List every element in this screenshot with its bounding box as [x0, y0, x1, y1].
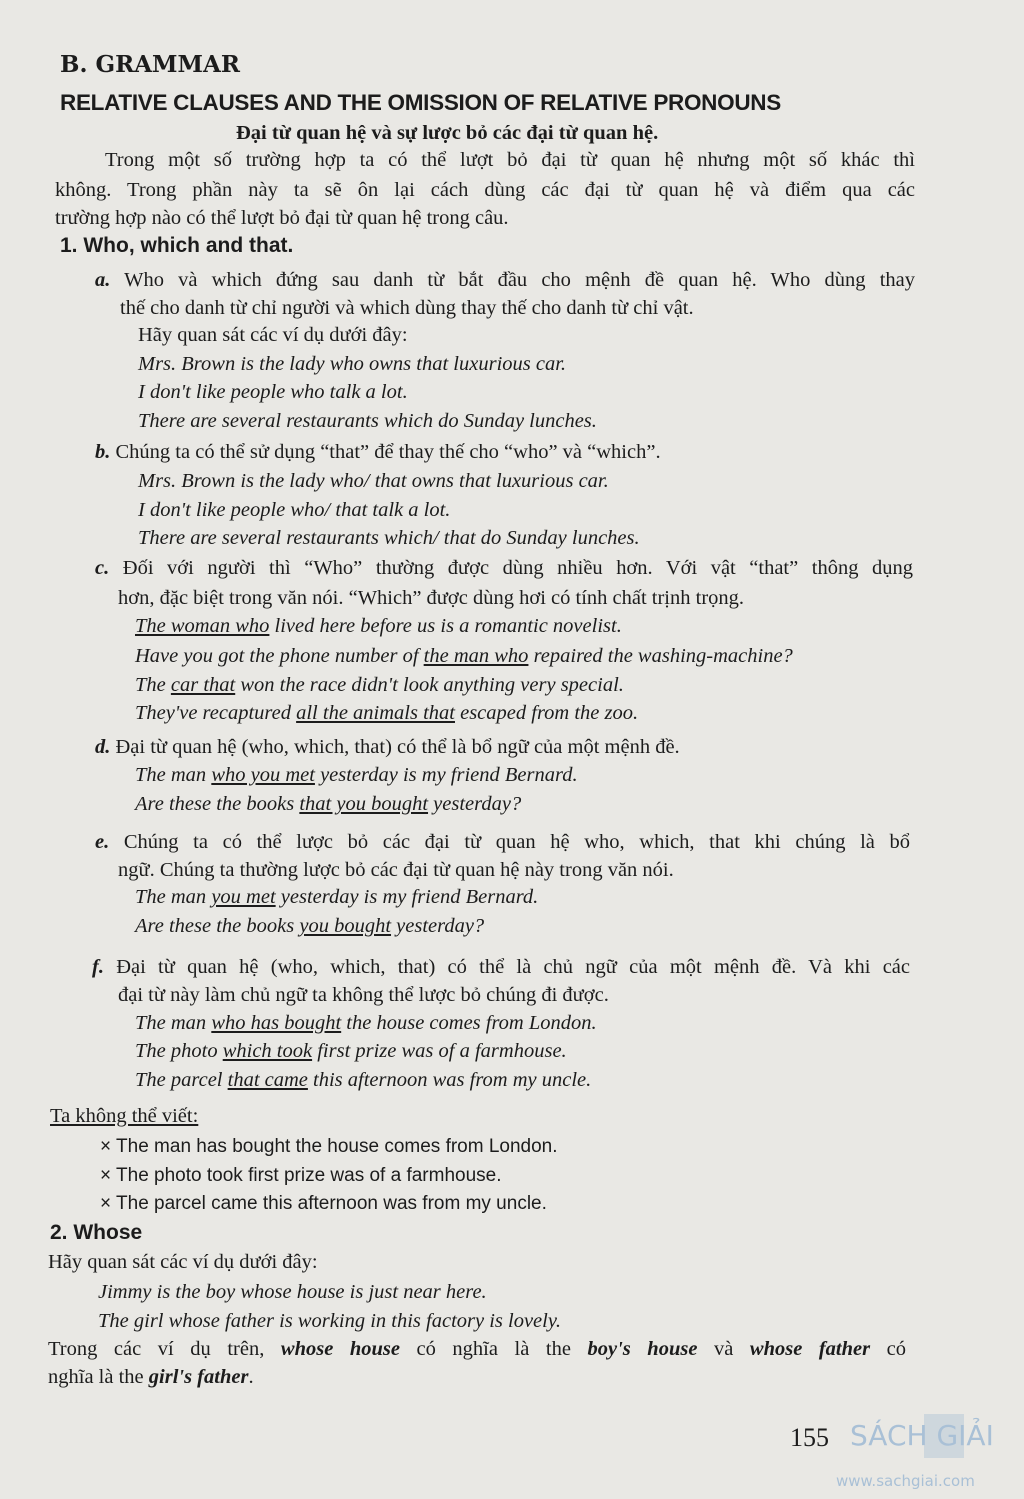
text-segment: I don't like people who talk a lot. [138, 381, 408, 403]
example [135, 1038, 567, 1064]
text-segment: Mrs. Brown is the lady who owns that luxurious car. [138, 353, 567, 375]
text-segment: repaired the washing-machine? [528, 645, 793, 667]
underlined-text: Ta không thể viết: [50, 1105, 199, 1127]
rule-line [48, 1249, 318, 1275]
intro-line [55, 205, 509, 231]
underlined-text: The woman who [135, 615, 270, 637]
emphasized-text: e. [95, 831, 110, 853]
subtitle: Đại từ quan hệ và sự lược bỏ các đại từ quan hệ. [236, 122, 659, 144]
text-segment: The parcel [135, 1069, 228, 1091]
example [138, 468, 609, 494]
text-segment: yesterday is my friend Bernard. [275, 886, 539, 908]
section-1-heading [60, 233, 293, 259]
text-segment: Đại từ quan hệ (who, which, that) có thể là chủ ngữ của một mệnh đề. Và khi các [103, 956, 910, 978]
underlined-text: that you bought [299, 793, 429, 815]
text-segment: Đối với người thì “Who” thường được dùng nhiều hơn. Với vật “that” thông dụng [109, 557, 913, 579]
emphasized-text: a. [95, 269, 111, 291]
text-segment: 2. Whose [50, 1221, 143, 1244]
main-heading: RELATIVE CLAUSES AND THE OMISSION OF RELATIVE PRONOUNS [60, 90, 781, 115]
text-segment: × The photo took first prize was of a farmhouse. [100, 1165, 502, 1186]
rule-c [95, 555, 913, 581]
rule-line [118, 585, 744, 611]
text-segment: I don't like people who/ that talk a lot. [138, 499, 451, 521]
text-segment: ngữ. Chúng ta thường lược bỏ các đại từ quan hệ này trong văn nói. [118, 859, 674, 881]
emphasized-text: c. [95, 557, 110, 579]
underlined-text: car that [170, 674, 236, 696]
example [135, 913, 484, 939]
text-segment: trường hợp nào có thể lượt bỏ đại từ quan hệ trong câu. [55, 207, 509, 229]
text-segment: Chúng ta có thể sử dụng “that” để thay thế cho “who” và “which”. [110, 441, 661, 463]
explanation-line [48, 1364, 254, 1390]
incorrect-label [50, 1103, 198, 1129]
text-segment: Mrs. Brown is the lady who/ that owns that luxurious car. [138, 470, 609, 492]
emphasized-text: whose father [749, 1338, 871, 1360]
rule-e [95, 829, 910, 855]
text-segment: There are several restaurants which/ that do Sunday lunches. [138, 527, 640, 549]
intro-line [105, 147, 915, 173]
emphasized-text: b. [95, 441, 111, 463]
rule-line [120, 295, 694, 321]
incorrect-example [100, 1191, 547, 1217]
rule-line [118, 982, 609, 1008]
text-segment: The man [135, 764, 212, 786]
text-segment: có [870, 1338, 906, 1360]
example [138, 525, 640, 551]
text-segment: Are these the books [135, 915, 300, 937]
text-segment: Jimmy is the boy whose house is just near here. [98, 1281, 487, 1303]
text-segment: The photo [135, 1040, 223, 1062]
incorrect-example [100, 1134, 558, 1160]
underlined-text: you met [211, 886, 276, 908]
text-segment: nghĩa là the [48, 1366, 149, 1388]
explanation-line [48, 1336, 906, 1362]
text-segment: There are several restaurants which do Sunday lunches. [138, 410, 597, 432]
text-segment: won the race didn't look anything very special. [235, 674, 624, 696]
text-segment: Hãy quan sát các ví dụ dưới đây: [48, 1251, 318, 1273]
example [135, 762, 578, 788]
page-number: 155 [790, 1423, 829, 1452]
underlined-text: the man who [423, 645, 529, 667]
text-segment: this afternoon was from my uncle. [307, 1069, 592, 1091]
text-segment: thế cho danh từ chỉ người và which dùng thay thế cho danh từ chỉ vật. [120, 297, 694, 319]
text-segment: có nghĩa là the [399, 1338, 588, 1360]
text-segment: escaped from the zoo. [454, 702, 639, 724]
text-segment: Are these the books [135, 793, 300, 815]
text-segment: yesterday is my friend Bernard. [314, 764, 578, 786]
example [135, 613, 622, 639]
emphasized-text: f. [92, 956, 104, 978]
underlined-text: that came [227, 1069, 308, 1091]
text-segment: The man [135, 886, 212, 908]
underlined-text: you bought [299, 915, 392, 937]
example [135, 1010, 597, 1036]
text-segment: Chúng ta có thể lược bỏ các đại từ quan hệ who, which, that khi chúng là bổ [109, 831, 910, 853]
example [135, 672, 624, 698]
rule-line [138, 322, 408, 348]
text-segment: hơn, đặc biệt trong văn nói. “Which” được dùng hơi có tính chất trịnh trọng. [118, 587, 745, 609]
text-segment: yesterday? [391, 915, 485, 937]
section-2-heading [50, 1220, 142, 1246]
emphasized-text: whose house [280, 1338, 400, 1360]
text-segment: The [135, 674, 171, 696]
underlined-text: who has bought [211, 1012, 342, 1034]
example [135, 700, 638, 726]
rule-b [95, 439, 661, 465]
text-segment: They've recaptured [135, 702, 297, 724]
text-segment: không. Trong phần này ta sẽ ôn lại cách dùng các đại từ quan hệ và điểm qua các [55, 179, 915, 201]
text-segment: Who và which đứng sau danh từ bắt đầu cho mệnh đề quan hệ. Who dùng thay [110, 269, 915, 291]
text-segment: Trong các ví dụ trên, [48, 1338, 281, 1360]
text-segment: first prize was of a farmhouse. [312, 1040, 567, 1062]
emphasized-text: girl's father [148, 1366, 249, 1388]
example [138, 379, 408, 405]
text-segment: The girl whose father is working in this factory is lovely. [98, 1310, 561, 1332]
underlined-text: who you met [211, 764, 315, 786]
underlined-text: which took [222, 1040, 313, 1062]
text-segment: × The man has bought the house comes from London. [100, 1136, 558, 1157]
emphasized-text: boy's house [587, 1338, 698, 1360]
watermark-brand: SÁCH GIẢI [850, 1419, 994, 1452]
rule-line [118, 857, 674, 883]
intro-line [55, 177, 915, 203]
watermark-url: www.sachgiai.com [836, 1472, 975, 1490]
example [135, 791, 521, 817]
example [138, 497, 450, 523]
text-segment: Have you got the phone number of [135, 645, 424, 667]
example [138, 408, 597, 434]
rule-f [92, 954, 910, 980]
text-segment: Trong một số trường hợp ta có thể lượt bỏ đại từ quan hệ nhưng một số khác thì [105, 149, 915, 171]
example [135, 643, 793, 669]
example [138, 351, 566, 377]
text-segment: yesterday? [428, 793, 522, 815]
example [98, 1308, 561, 1334]
text-segment: 1. Who, which and that. [60, 234, 294, 257]
rule-d [95, 734, 680, 760]
text-segment: và [697, 1338, 750, 1360]
example [135, 1067, 591, 1093]
underlined-text: all the animals that [296, 702, 455, 724]
emphasized-text: d. [95, 736, 111, 758]
text-segment: × The parcel came this afternoon was from my uncle. [100, 1193, 547, 1214]
text-segment: the house comes from London. [341, 1012, 597, 1034]
text-segment: . [248, 1366, 254, 1388]
text-segment: Hãy quan sát các ví dụ dưới đây: [138, 324, 408, 346]
example [135, 884, 538, 910]
text-segment: đại từ này làm chủ ngữ ta không thể lược bỏ chúng đi được. [118, 984, 609, 1006]
text-segment: Đại từ quan hệ (who, which, that) có thể là bổ ngữ của một mệnh đề. [110, 736, 680, 758]
text-segment: The man [135, 1012, 212, 1034]
example [98, 1279, 487, 1305]
text-segment: lived here before us is a romantic novelist. [269, 615, 622, 637]
rule-a [95, 267, 915, 293]
section-title: B. GRAMMAR [60, 51, 240, 78]
incorrect-example [100, 1163, 502, 1189]
